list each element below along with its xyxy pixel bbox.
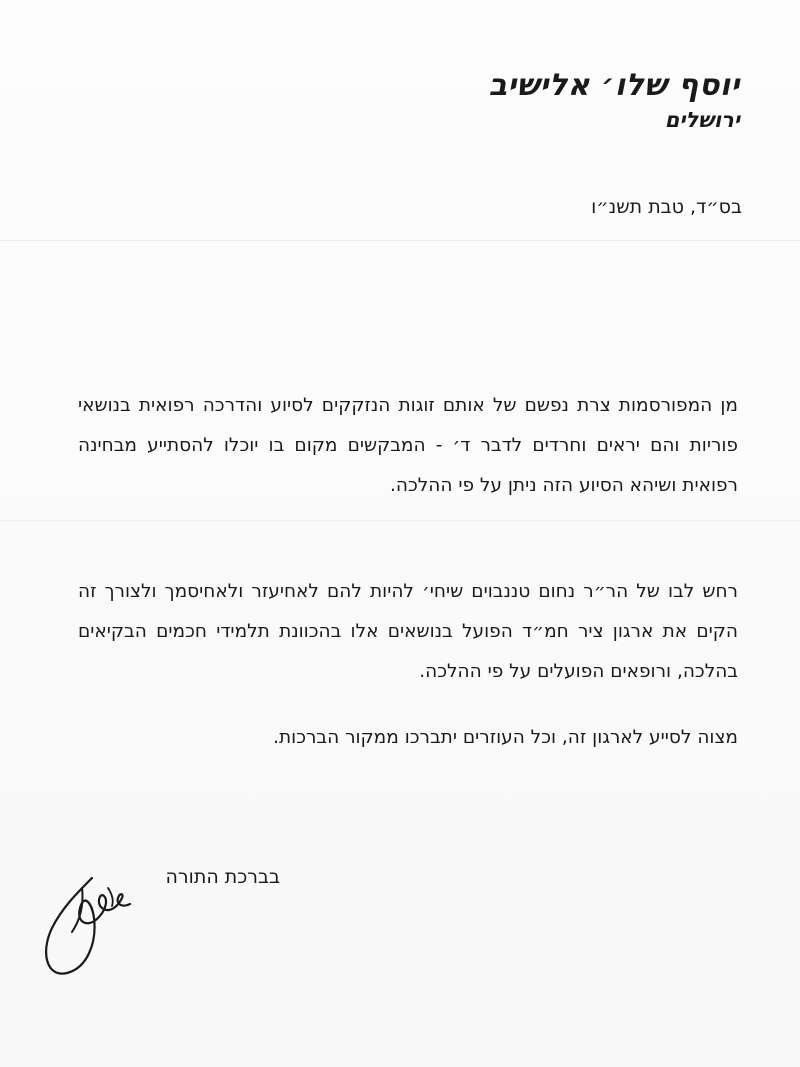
letterhead-name: יוסף שלו׳ אלישיב	[488, 68, 740, 103]
paragraph-2: רחש לבו של הר״ר נחום טננבוים שיחי׳ להיות להם לאחיעזר ולאחיסמך ולצורך זה הקים את ארגון ציר חמ״ד הפועל בנושאים אלו בהכוונת תלמידי חכמים הבקיאים בהלכה, ורופאים הפועלים על פי ההלכה.	[78, 581, 738, 682]
closing-line: בברכת התורה	[165, 866, 280, 888]
date-line: בס״ד, טבת תשנ״ו	[591, 196, 742, 218]
scan-artifact	[0, 520, 800, 521]
letterhead-city: ירושלים	[664, 108, 740, 132]
paragraph-1: מן המפורסמות צרת נפשם של אותם זוגות הנזקקים לסיוע והדרכה רפואית בנושאי פוריות והם יראים וחרדים לדבר ד׳ - המבקשים מקום בו יוכלו להסתייע מבחינה רפואית ושיהא הסיוע הזה ניתן על פי ההלכה.	[78, 395, 738, 496]
scan-artifact	[0, 240, 800, 241]
paragraph-3: מצוה לסייע לארגון זה, וכל העוזרים יתברכו ממקור הברכות.	[273, 727, 738, 748]
signature-icon	[22, 848, 142, 988]
